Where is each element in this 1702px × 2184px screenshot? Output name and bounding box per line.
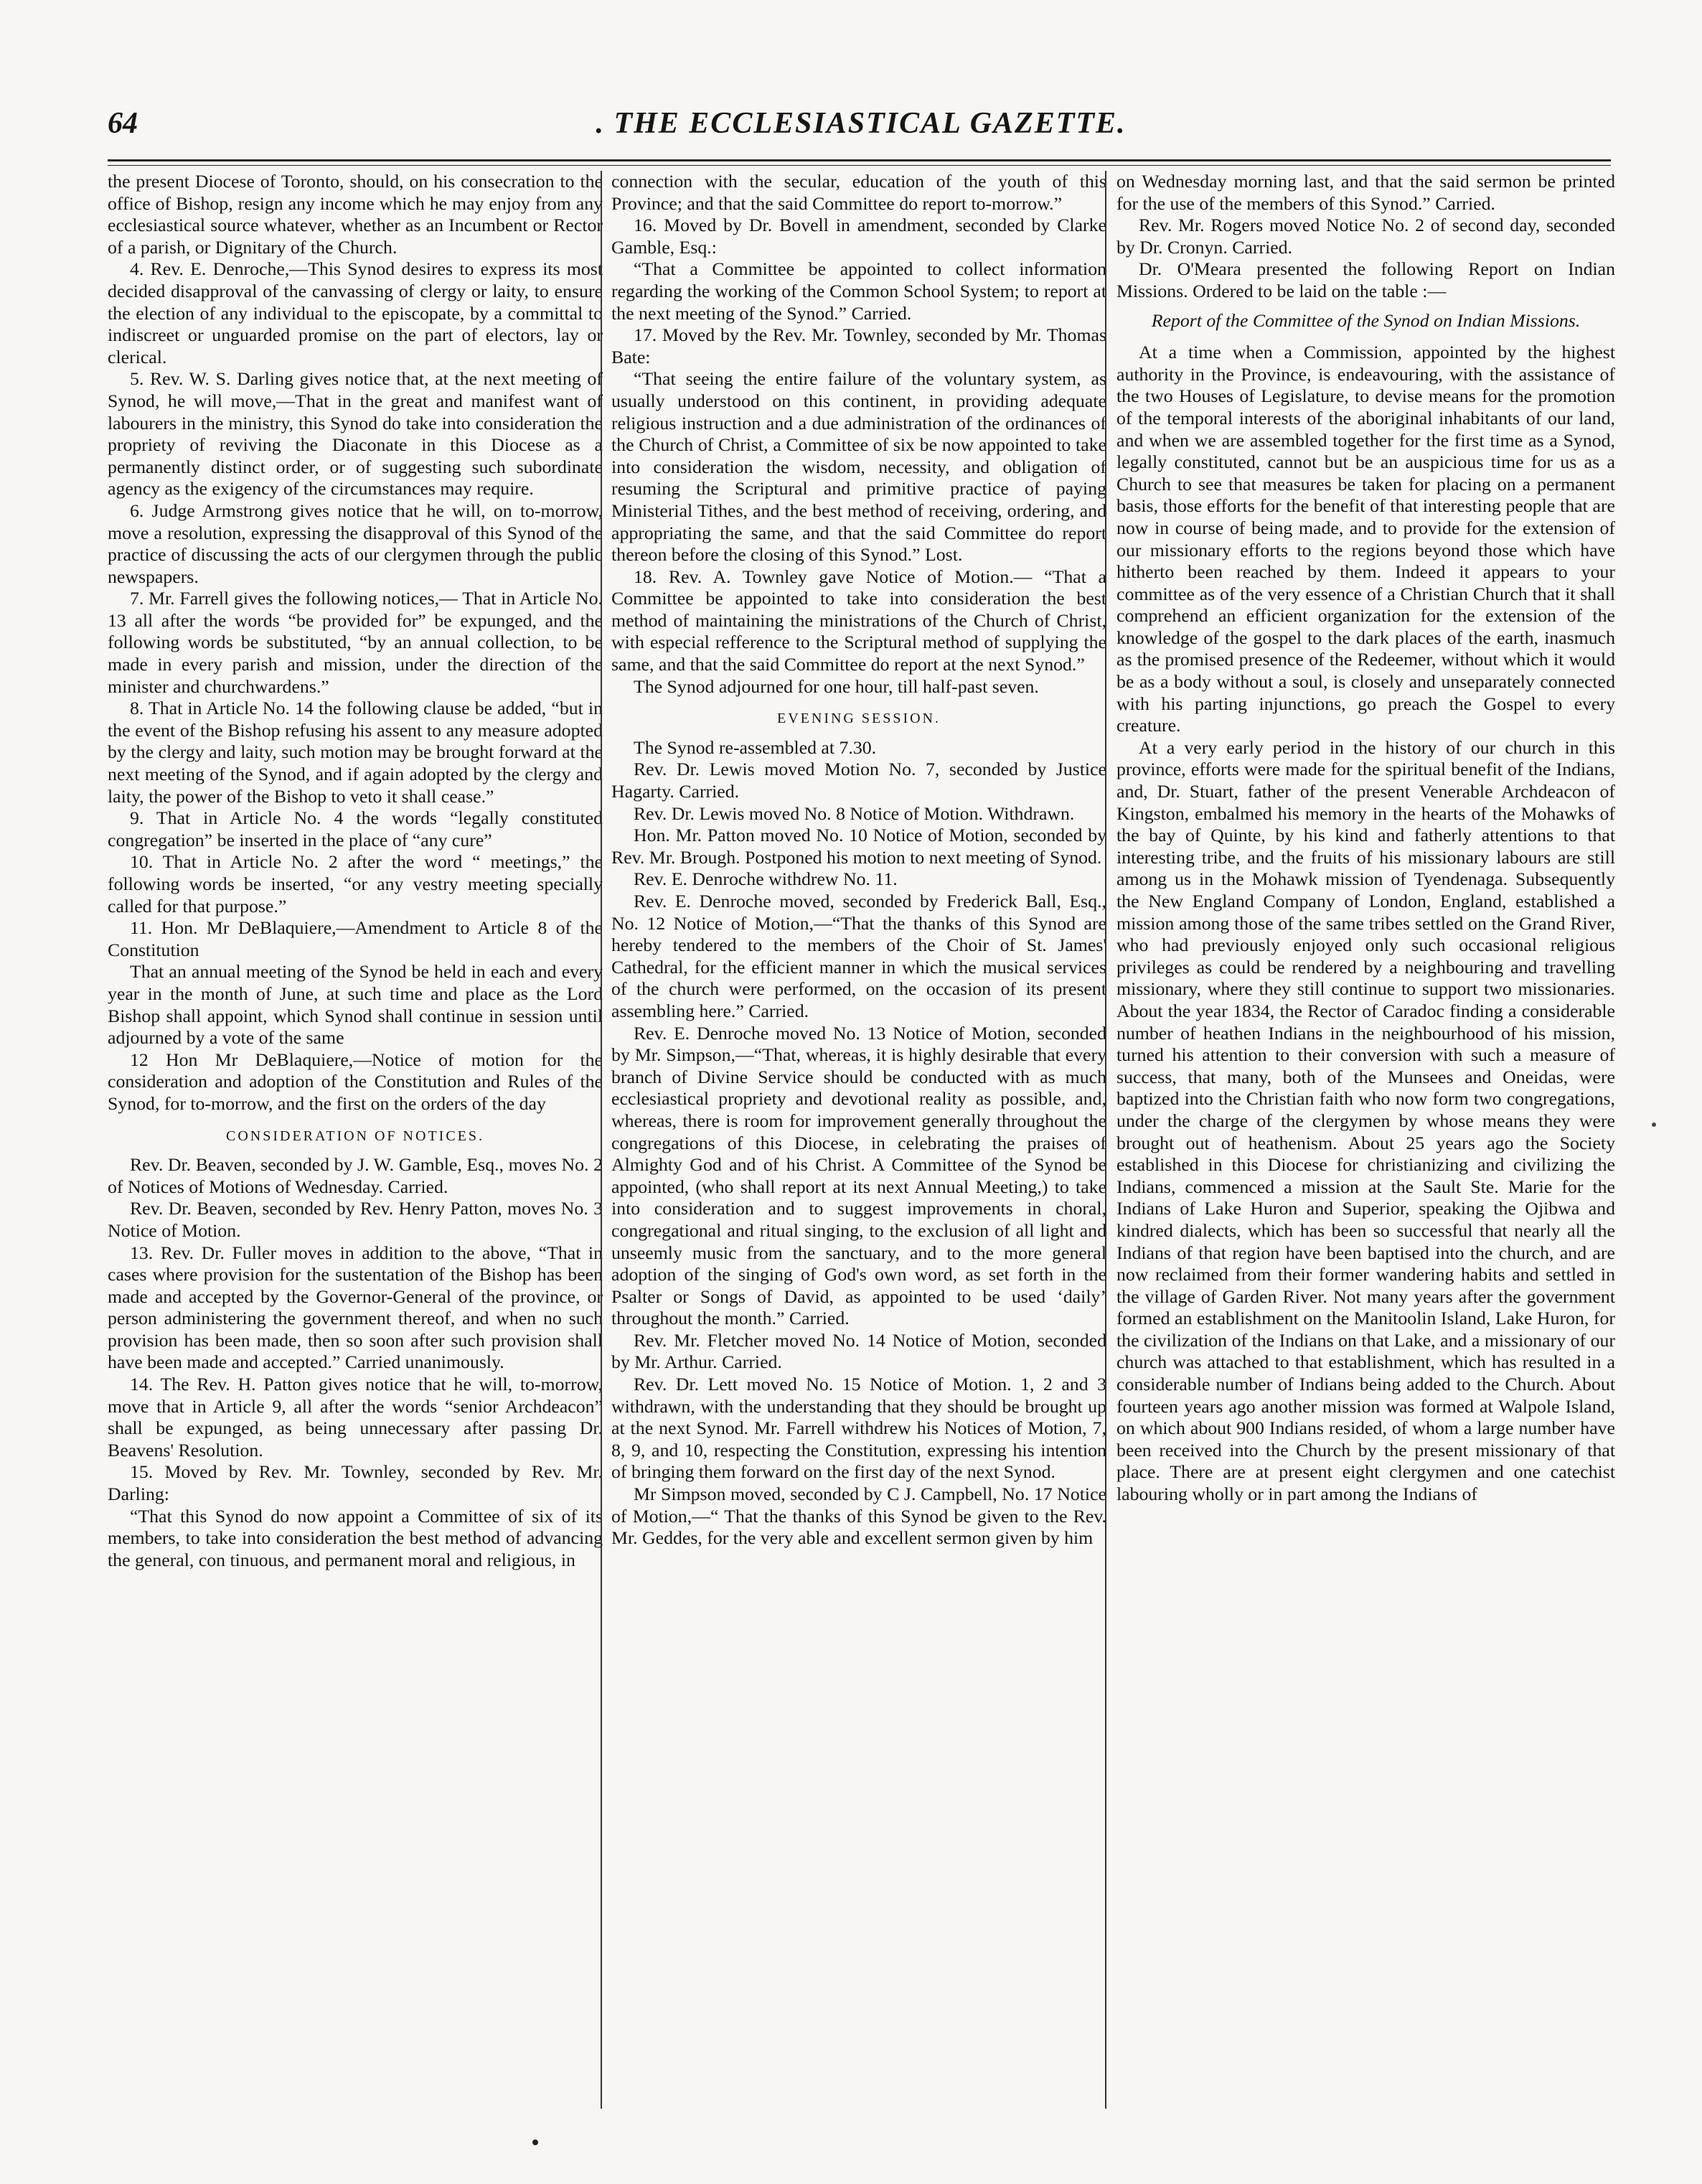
print-mark [1652,1123,1656,1127]
paragraph: Rev. Mr. Rogers moved Notice No. 2 of second day, seconded by Dr. Cronyn. Carried. [1116,215,1615,258]
paragraph: 16. Moved by Dr. Bovell in amendment, seconded by Clarke Gamble, Esq.: [611,215,1106,258]
paragraph: Mr Simpson moved, seconded by C J. Campbell, No. 17 Notice of Motion,—“ That the thanks of this Synod be given to the Rev. Mr. Geddes, for the very able and excellent sermon given by him [611,1484,1106,1549]
paragraph: the present Diocese of Toronto, should, on his consecration to the office of Bishop, resign any income which he may enjoy from any ecclesiastical source whatever, whether as an Incumbent or Rector of a parish, or Dignitary of the Church. [108,171,603,258]
paragraph: 7. Mr. Farrell gives the following notices,— That in Article No. 13 all after the words “be provided for” be expunged, and the following words be substituted, “by an annual collection, to be made in every parish and mission, under the direction of the minister and churchwardens.” [108,588,603,697]
paragraph: Hon. Mr. Patton moved No. 10 Notice of Motion, seconded by Rev. Mr. Brough. Postponed his motion to next meeting of Synod. [611,825,1106,868]
paragraph: 18. Rev. A. Townley gave Notice of Motion.— “That a Committee be appointed to take into consideration the best method of maintaining the ministrations of the Church of Christ, with especial refference to the Scriptural method of supplying the same, and that the said Committee do report at the next Synod.” [611,566,1106,675]
paragraph: 5. Rev. W. S. Darling gives notice that, at the next meeting of Synod, he will move,—That in the great and manifest want of labourers in the ministry, this Synod do take into consideration the propriety of reviving the Diaconate in this Diocese as a permanently distinct order, or of suggesting such subordinate agency as the exigency of the circumstances may require. [108,368,603,500]
page-number: 64 [108,107,138,140]
paragraph: “That a Committee be appointed to collect information regarding the working of the Common School System; to report at the next meeting of the Synod.” Carried. [611,258,1106,324]
header-rule [108,159,1611,166]
paragraph: Rev. Mr. Fletcher moved No. 14 Notice of Motion, seconded by Mr. Arthur. Carried. [611,1329,1106,1373]
page-header [108,106,1614,149]
paragraph: 10. That in Article No. 2 after the word “ meetings,” the following words be inserted, “or any vestry meeting specially called for that purpose.” [108,851,603,917]
paragraph: Rev. E. Denroche withdrew No. 11. [633,868,898,890]
paragraph: 4. Rev. E. Denroche,—This Synod desires to express its most decided disapproval of the canvassing of clergy or laity, to ensure the election of any individual to the episcopate, by a committal to indiscreet or unguarded promise on the part of electors, lay or clerical. [108,258,603,367]
paragraph: “That seeing the entire failure of the voluntary system, as usually understood on this continent, in providing adequate religious instruction and a due administration of the ordinances of the Church of Christ, a Committee of six be now appointed to take into consideration the wisdom, necessity, and obligation of resuming the Scriptural and primitive practice of paying Ministerial Tithes, and the best method of receiving, ordering, and appropriating the same, and that the said Committee do report thereon before the closing of this Synod.” Lost. [611,368,1106,566]
paragraph: Rev. Dr. Lett moved No. 15 Notice of Motion. 1, 2 and 3 withdrawn, with the understanding that they should be brought up at the next Synod. Mr. Farrell withdrew his Notices of Motion, 7, 8, 9, and 10, respecting the Constitution, expressing his intention of bringing them forward on the first day of the next Synod. [611,1374,1106,1483]
paragraph: At a very early period in the history of our church in this province, efforts were made for the spiritual benefit of the Indians, and, Dr. Stuart, father of the present Venerable Archdeacon of Kingston, embalmed his memory in the hearts of the Mohawks of the bay of Quinte, by his kind and fatherly attentions to that interesting tribe, and the fruits of his missionary labours are still among us in the Mohawk mission of Tyendenaga. Subsequently the New England Company of London, England, established a mission among those of the same tribes settled on the Grand River, who had previously enjoyed only such occasional religious privileges as could be rendered by a neighbouring and travelling missionary, where they still continue to support two missionaries. About the year 1834, the Rector of Caradoc finding a considerable number of heathen Indians in the neighbourhood of his mission, turned his attention to their conversion with such a measure of success, that many, both of the Munsees and Oneidas, were baptized into the Christian faith who now form two congregations, under the charge of the clergymen by whose means they were brought out of heathenism. About 25 years ago the Society established in this Diocese for christianizing and civilizing the Indians, commenced a mission at the Sault Ste. Marie for the Indians of Lake Huron and Superior, speaking the Ojibwa and kindred dialects, which has been so successful that nearly all the Indians of that region have been baptised into the church, and are now reclaimed from their former wandering habits and settled in the village of Garden River. Not many years after the government formed an establishment on the Manitoolin Island, Lake Huron, for the civilization of the Indians on that Lake, and a missionary of our church was attached to that establishment, which has resulted in a considerable number of Indians being added to the Church. About fourteen years ago another mission was formed at Walpole Island, on which about 900 Indians resided, of whom a large number have been received into the Church by the present missionary of that place. There are at present eight clergymen and one catechist labouring wholly or in part among the Indians of [1116,736,1615,1505]
paragraph: The Synod re-assembled at 7.30. [633,736,877,758]
report-title: Report of the Committee of the Synod on Indian Missions. [1151,309,1581,331]
column-left [108,171,603,2123]
column-middle [611,171,1106,2123]
paragraph: At a time when a Commission, appointed by the highest authority in the Province, is endeavouring, with the assistance of the two Houses of Legislature, to devise means for the promotion of the temporal interests of the aboriginal inhabitants of our land, and when we are assembled together for the first time as a Synod, legally constituted, cannot but be an auspicious time for us as a Church to see that measures be taken for placing on a permanent basis, those efforts for the benefit of that interesting people that are now in course of being made, and to provide for the extension of our missionary efforts to the regions beyond those which have hitherto been reached by them. Indeed it appears to your committee as of the very essence of a Christian Church that it shall comprehend an efficient organization for the extension of the knowledge of the gospel to the dark places of the earth, inasmuch as the promised presence of the Redeemer, without which it would be as a body without a soul, is closely and unseparately connected with his parting injunctions, go preach the Gospel to every creature. [1116,342,1615,736]
paragraph: 13. Rev. Dr. Fuller moves in addition to the above, “That in cases where provision for the sustentation of the Bishop has been made and accepted by the Governor-General of the province, or person administering the government thereof, and when no such provision has been made, then so soon after such provision shall have been made and accepted.” Carried unanimously. [108,1242,603,1373]
section-heading: CONSIDERATION OF NOTICES. [225,1128,484,1144]
paragraph: The Synod adjourned for one hour, till half-past seven. [633,675,1039,697]
paragraph: Dr. O'Meara presented the following Report on Indian Missions. Ordered to be laid on the table :— [1116,258,1615,301]
paragraph: Rev. Dr. Lewis moved Motion No. 7, seconded by Justice Hagarty. Carried. [611,759,1106,802]
paragraph: 12 Hon Mr DeBlaquiere,—Notice of motion for the consideration and adoption of the Constitution and Rules of the Synod, for to-morrow, and the first on the orders of the day [108,1049,603,1114]
paragraph: 8. That in Article No. 14 the following clause be added, “but in the event of the Bishop refusing his assent to any measure adopted by the clergy and laity, such motion may be brought forward at the next meeting of the Synod, and if again adopted by the clergy and laity, the power of the Bishop to veto it shall cease.” [108,698,603,807]
paragraph: 11. Hon. Mr DeBlaquiere,—Amendment to Article 8 of the Constitution [108,917,603,960]
paragraph: 6. Judge Armstrong gives notice that he will, on to-morrow, move a resolution, expressing the disapproval of this Synod of the practice of discussing the acts of our clergymen through the public newspapers. [108,500,603,587]
paragraph: on Wednesday morning last, and that the said sermon be printed for the use of the members of this Synod.” Carried. [1116,171,1615,214]
paragraph: Rev. E. Denroche moved, seconded by Frederick Ball, Esq., No. 12 Notice of Motion,—“That the thanks of this Synod are hereby tendered to the members of the Choir of St. James' Cathedral, for the efficient manner in which the musical services of the church were performed, on the occasion of its present assembling here.” Carried. [611,891,1106,1021]
paragraph: connection with the secular, education of the youth of this Province; and that the said Committee do report to-morrow.” [611,171,1106,214]
paragraph: 17. Moved by the Rev. Mr. Townley, seconded by Mr. Thomas Bate: [611,324,1106,367]
paragraph: Rev. Dr. Beaven, seconded by J. W. Gamble, Esq., moves No. 2 of Notices of Motions of Wednesday. Carried. [108,1154,603,1197]
paragraph: Rev. E. Denroche moved No. 13 Notice of Motion, seconded by Mr. Simpson,—“That, whereas, it is highly desirable that every branch of Divine Service should be conducted with as much ecclesiastical propriety and devotional reality as possible, and, whereas, there is room for improvement generally throughout the congregations of this Diocese, in celebrating the praises of Almighty God and of his Christ. A Committee of the Synod be appointed, (who shall report at its next Annual Meeting,) to take into consideration and to suggest improvements in choral, congregational and ritual singing, to the exclusion of all light and unseemly music from the sanctuary, and to the more general adoption of the singing of God's own word, as set forth in the Psalter or Songs of David, as appointed to be used ‘daily’ throughout the month.” Carried. [611,1022,1106,1329]
paragraph: 15. Moved by Rev. Mr. Townley, seconded by Rev. Mr. Darling: [108,1461,603,1505]
column-right [1116,171,1615,2123]
running-title: . THE ECCLESIASTICAL GAZETTE. [596,107,1127,140]
paragraph: That an annual meeting of the Synod be held in each and every year in the month of June, at such time and place as the Lord Bishop shall appoint, which Synod shall continue in session until adjourned by a vote of the same [108,961,603,1049]
paragraph: Rev. Dr. Beaven, seconded by Rev. Henry Patton, moves No. 3 Notice of Motion. [108,1198,603,1241]
section-heading: EVENING SESSION. [777,711,941,727]
paragraph: 14. The Rev. H. Patton gives notice that he will, to-morrow, move that in Article 9, all after the words “senior Archdeacon” shall be expunged, as being unnecessary after passing Dr. Beavens' Resolution. [108,1374,603,1461]
paragraph: “That this Synod do now appoint a Committee of six of its members, to take into consideration the best method of advancing the general, con tinuous, and permanent moral and religious, in [108,1505,603,1570]
column-divider [1105,171,1106,2109]
print-mark [532,2140,538,2145]
column-divider [601,171,602,2109]
paragraph: 9. That in Article No. 4 the words “legally constituted congregation” be inserted in the place of “any cure” [108,807,603,850]
paragraph: Rev. Dr. Lewis moved No. 8 Notice of Motion. Withdrawn. [633,802,1075,824]
